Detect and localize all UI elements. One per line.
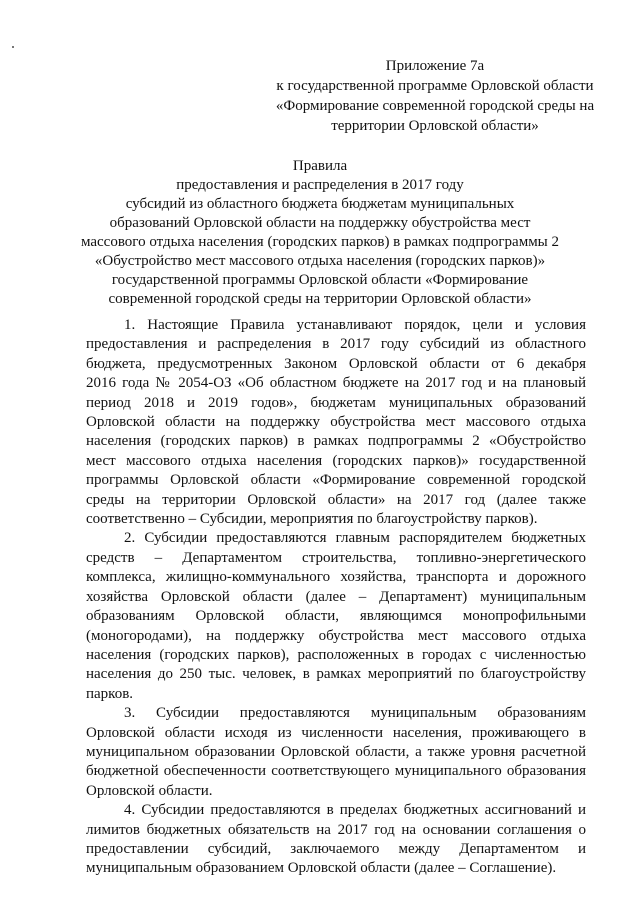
text-line: средств – Департаментом строительства, топливно-энергетического: [86, 549, 586, 566]
text-line: хозяйства Орловской области (далее – Департамент) муниципальным: [86, 588, 586, 605]
document-body: [86, 316, 586, 879]
scan-dot: [12, 46, 14, 48]
text-line: Орловской области на поддержку обустройства мест массового отдыха: [86, 414, 586, 431]
paragraph-4: [86, 801, 586, 879]
title-line: современной городской среды на территории Орловской области»: [108, 291, 532, 307]
title-line: «Обустройство мест массового отдыха населения (городских парков)»: [94, 253, 546, 269]
text-line: предоставлении субсидий, заключаемого между Департаментом и: [86, 840, 586, 857]
text-line: комплекса, жилищно-коммунального хозяйства, транспорта и дорожного: [86, 569, 586, 586]
text-line: Орловской области.: [86, 782, 213, 799]
text-line: 2016 года № 2054-ОЗ «Об областном бюджете на 2017 год и на плановый: [86, 375, 586, 392]
text-line: муниципальном образовании Орловской области, а также уровня расчетной: [86, 743, 586, 760]
appendix-line: «Формирование современной городской среды на: [275, 98, 595, 114]
text-line: образованиям Орловской области, являющимся монопрофильными: [86, 608, 586, 625]
text-line: среды на территории Орловской области» на 2017 год (далее также: [86, 491, 586, 508]
text-line: муниципальным образованием Орловской области (далее – Соглашение).: [86, 860, 557, 877]
paragraph-1: [86, 316, 586, 529]
title-line: государственной программы Орловской области «Формирование: [111, 272, 529, 288]
appendix-line: к государственной программе Орловской области: [276, 78, 594, 94]
text-line: бюджета, предусмотренных Законом Орловской области от 6 декабря: [86, 355, 586, 372]
text-line: лимитов бюджетных обязательств на 2017 год на основании соглашения о: [86, 821, 586, 838]
text-line: 3. Субсидии предоставляются муниципальным образованиям: [124, 705, 586, 722]
text-line: населения до 250 тыс. человек, в рамках мероприятий по благоустройству: [86, 666, 586, 683]
title-line: Правила: [292, 158, 348, 174]
text-line: Орловской области исходя из численности населения, проживающего в: [86, 724, 586, 741]
text-line: предоставления и распределения в 2017 году субсидий из областного: [86, 336, 586, 353]
text-line: мест массового отдыха населения (городских парков)» государственной: [86, 452, 586, 469]
text-line: период 2018 и 2019 годов», бюджетам муниципальных образований: [86, 394, 586, 411]
appendix-header: [250, 56, 620, 136]
text-line: парков.: [86, 685, 134, 702]
text-line: соответственно – Субсидии, мероприятия по благоустройству парков).: [86, 511, 538, 528]
text-line: населения (городских парков) в рамках подпрограммы 2 «Обустройство: [86, 433, 586, 450]
paragraph-3: [86, 704, 586, 801]
title-line: субсидий из областного бюджета бюджетам муниципальных: [125, 196, 515, 212]
text-line: (моногородами), на поддержку обустройства мест массового отдыха: [86, 627, 586, 644]
title-line: массового отдыха населения (городских парков) в рамках подпрограммы 2: [80, 234, 560, 250]
title-line: образований Орловской области на поддержку обустройства мест: [109, 215, 531, 231]
paragraph-2: [86, 529, 586, 704]
text-line: 2. Субсидии предоставляются главным распорядителем бюджетных: [124, 530, 586, 547]
title-line: предоставления и распределения в 2017 году: [176, 177, 464, 193]
text-line: бюджетной обеспеченности соответствующего муниципального образования: [86, 763, 586, 780]
appendix-line: территории Орловской области»: [331, 118, 539, 134]
text-line: программы Орловской области «Формирование современной городской: [86, 472, 586, 489]
text-line: населения (городских парков), расположенных в городах с численностью: [86, 646, 586, 663]
text-line: 1. Настоящие Правила устанавливают порядок, цели и условия: [124, 317, 586, 333]
appendix-line: Приложение 7а: [385, 58, 485, 74]
document-title: [60, 157, 580, 309]
text-line: 4. Субсидии предоставляются в пределах бюджетных ассигнований и: [124, 802, 586, 819]
